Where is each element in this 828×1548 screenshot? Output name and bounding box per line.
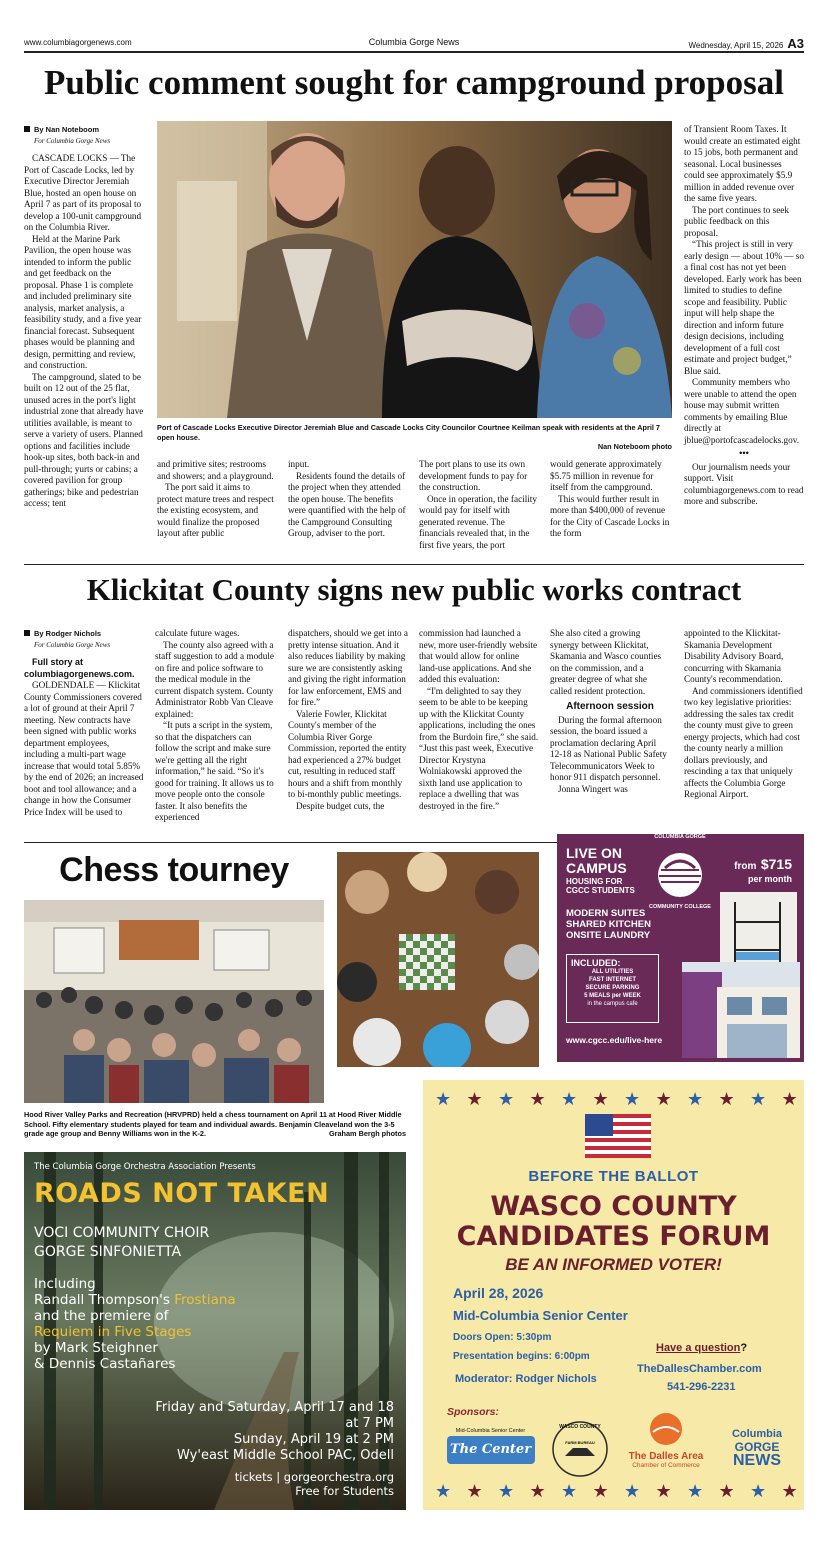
star-icon: ★ bbox=[529, 1481, 546, 1501]
story2-col1 bbox=[24, 628, 144, 818]
cgcc-logo bbox=[645, 834, 715, 910]
paragraph: Residents found the details of the project when they attended the open house. The benefits were quantified with the help of the Campground Consulting Group, adviser to the port. bbox=[288, 470, 406, 538]
stars-bottom-row bbox=[435, 1481, 798, 1502]
story2-col6 bbox=[684, 628, 804, 801]
concert-title: ROADS NOT TAKEN bbox=[34, 1178, 330, 1209]
moderator: Moderator: Rodger Nichols bbox=[455, 1373, 597, 1385]
chess-headline: Chess tourney bbox=[59, 851, 289, 889]
star-icon: ★ bbox=[624, 1481, 641, 1501]
from-label: from bbox=[734, 861, 757, 872]
sponsor-cgn: Columbia GORGE NEWS bbox=[731, 1428, 783, 1469]
paragraph: calculate future wages. bbox=[155, 628, 240, 638]
program: Including Randall Thompson's Frostiana and the premiere of Requiem in Five Stages by Mark Steighner & Dennis Castañares bbox=[34, 1276, 236, 1372]
question-line: Have a question? bbox=[656, 1342, 748, 1354]
paragraph: GOLDENDALE — Klickitat County Commissioners covered a lot of ground at their April 7 meeting. New contracts have been signed with public works department employees, including a multi-part wage increase that would total 5.85% by the end of 2026; an increased boot and tool allowance; and a change in how the Consumer Price Index will be used to bbox=[24, 680, 144, 817]
photo-illustration bbox=[157, 121, 672, 418]
story1-col1 bbox=[24, 124, 144, 510]
paragraph: appointed to the Klickitat-Skamania Development Disability Advisory Board, concurring with Skamania County's recommendation. bbox=[684, 628, 784, 684]
paragraph: The port said it aims to protect mature trees and respect the existing ecosystem, and would finalize the proposed layout after public bbox=[157, 482, 274, 538]
live-on-campus: LIVE ON CAMPUS bbox=[566, 845, 627, 876]
paragraph: This would further result in more than $400,000 of revenue for the City of Cascade Locks in the form bbox=[550, 493, 670, 538]
presentation-time: Presentation begins: 6:00pm bbox=[453, 1351, 590, 1362]
chess-caption bbox=[24, 1110, 406, 1139]
photo-illustration bbox=[337, 852, 539, 1067]
star-icon: ★ bbox=[592, 1089, 609, 1109]
paragraph: The port continues to seek public feedback on this proposal. bbox=[684, 204, 789, 238]
star-icon: ★ bbox=[498, 1089, 515, 1109]
flag-icon bbox=[585, 1114, 651, 1158]
stars-top-row bbox=[435, 1089, 798, 1110]
bunk-bed-image bbox=[720, 892, 797, 972]
included-box: INCLUDED: ALL UTILITIES FAST INTERNET SECURE PARKING 5 MEALS per WEEK in the campus cafe bbox=[566, 954, 659, 1023]
story1-col3 bbox=[288, 459, 408, 540]
performers: VOCI COMMUNITY CHOIR GORGE SINFONIETTA bbox=[34, 1225, 210, 1260]
logo-top-text: COLUMBIA GORGE bbox=[654, 834, 706, 840]
star-icon: ★ bbox=[435, 1089, 452, 1109]
paper-name: Columbia Gorge News bbox=[368, 37, 460, 47]
photo-credit: Graham Bergh photos bbox=[328, 1129, 406, 1138]
paragraph: She also cited a growing synergy between Klickitat, Skamania and Wasco counties on the commission, and a greater degree of what she called resident protection. bbox=[550, 628, 662, 696]
chamber-phone: 541-296-2231 bbox=[667, 1381, 736, 1393]
story1-byline: By Nan Noteboom For Columbia Gorge News bbox=[24, 124, 144, 147]
building-image bbox=[682, 962, 800, 1058]
paragraph: Community members who were unable to attend the open house may submit written comments by emailing Blue directly at jblue@portofcascadelocks.gov. bbox=[684, 377, 800, 445]
housing-label: HOUSING FOR CGCC STUDENTS bbox=[566, 877, 635, 895]
story1-col6 bbox=[684, 124, 804, 508]
paragraph: dispatchers, should we get into a pretty intense situation. And it also reduces liability by making sure we are consistently asking and giving the right information for law enforcement, EMS and for fire.” bbox=[288, 628, 408, 707]
paragraph: Valerie Fowler, Klickitat County's member of the Columbia River Gorge Commission, reported the entity had experienced a 27% budget cut, resulting in reduced staff hours and a shift from monthly to bi-monthly public meetings. bbox=[288, 708, 407, 799]
star-icon: ★ bbox=[624, 1089, 641, 1109]
story2-headline: Klickitat County signs new public works contract bbox=[86, 572, 742, 607]
star-icon: ★ bbox=[592, 1481, 609, 1501]
title-line1: WASCO COUNTY bbox=[490, 1191, 737, 1222]
before-the-ballot: BEFORE THE BALLOT bbox=[528, 1168, 699, 1185]
cgcc-logo-icon bbox=[645, 840, 715, 910]
story1-headline: Public comment sought for campground proposal bbox=[44, 63, 784, 102]
title-line2: CANDIDATES FORUM bbox=[456, 1221, 771, 1252]
paragraph: The county also agreed with a staff suggestion to add a module on fire and police software to the medical module in the current dispatch system. County Administrator Robb Van Cleave explained: bbox=[155, 639, 274, 719]
tickets-link[interactable]: tickets | gorgeorchestra.org bbox=[234, 1470, 394, 1484]
paragraph: would generate approximately $5.75 million in revenue for itself from the campground. bbox=[550, 459, 662, 492]
presenter: The Columbia Gorge Orchestra Association Presents bbox=[34, 1162, 256, 1172]
paragraph: Jonna Wingert was bbox=[558, 783, 628, 794]
paragraph: “It puts a script in the system, so that the dispatchers can follow the script and make sure we're getting all the right information,” he said. “So it's good for training. It allows us to move people onto the console faster. It also benefits the experienced bbox=[155, 720, 274, 822]
forum-date: April 28, 2026 bbox=[453, 1285, 544, 1301]
forum-title bbox=[423, 1192, 804, 1252]
story1-col4 bbox=[419, 459, 539, 551]
building-icon bbox=[682, 962, 800, 1058]
story2-col2 bbox=[155, 628, 275, 824]
price-value: $715 bbox=[760, 856, 792, 872]
features-list: MODERN SUITES SHARED KITCHEN ONSITE LAUNDRY bbox=[566, 908, 651, 941]
sponsors-label: Sponsors: bbox=[447, 1406, 499, 1418]
sponsor-chamber: The Dalles Area Chamber of Commerce bbox=[621, 1412, 711, 1482]
caption-text: Port of Cascade Locks Executive Director Jeremiah Blue and Cascade Locks City Councilor Courtnee Keilman speak with residents at the April 7 open house. bbox=[157, 423, 660, 442]
star-icon: ★ bbox=[466, 1481, 483, 1501]
tagline: BE AN INFORMED VOTER! bbox=[505, 1255, 722, 1274]
star-icon: ★ bbox=[718, 1089, 735, 1109]
question-link[interactable]: Have a question bbox=[656, 1342, 741, 1354]
logo-bottom-text: COMMUNITY COLLEGE bbox=[649, 904, 711, 910]
tickets: tickets | gorgeorchestra.org Free for Students bbox=[234, 1470, 394, 1498]
chess-gym-photo bbox=[24, 900, 324, 1103]
caption-text: Hood River Valley Parks and Recreation (HRVPRD) held a chess tournament on April 11 at Hood River Middle School. Fifty elementary students played for team and individual awards. Benjamin Cleaveland won the 3-5 grade age group and Benny Williams won in the K-2. bbox=[24, 1110, 402, 1138]
star-icon: ★ bbox=[655, 1481, 672, 1501]
paragraph: Once in operation, the facility would pay for itself with generated revenue. The financials revealed that, in the first five years, the port bbox=[419, 493, 537, 550]
paragraph: input. bbox=[288, 459, 310, 469]
story-divider bbox=[24, 564, 804, 565]
story1-caption bbox=[157, 423, 672, 452]
per-month: per month bbox=[748, 874, 792, 884]
campground-open-house-photo bbox=[157, 121, 672, 418]
star-icon: ★ bbox=[750, 1481, 767, 1501]
story1-col2 bbox=[157, 459, 277, 540]
paragraph: CASCADE LOCKS — The Port of Cascade Locks, led by Executive Director Jeremiah Blue, hosted an open house on April 7 as part of its proposal to develop a 100-unit campground on the Columbia River. bbox=[24, 153, 142, 232]
paragraph: and primitive sites; restrooms and showers; and a playground. bbox=[157, 459, 274, 481]
star-icon: ★ bbox=[750, 1089, 767, 1109]
star-icon: ★ bbox=[498, 1481, 515, 1501]
star-icon: ★ bbox=[718, 1481, 735, 1501]
story-link[interactable]: Full story at columbiagorgenews.com. bbox=[24, 657, 135, 679]
photo-credit: Nan Noteboom photo bbox=[597, 442, 672, 451]
star-icon: ★ bbox=[687, 1481, 704, 1501]
price-block bbox=[734, 856, 792, 884]
story2-col5 bbox=[550, 628, 670, 795]
paragraph: The campground, slated to be built on 12 out of the 25 flat, unused acres in the port's light industrial zone that already have utilities available, is meant to serve a variety of users. Planned options and facilities include hook-up sites, both back-in and pull-through; yurts or cabins; a covered pavilion for group gatherings; bike and pedestrian access; tent bbox=[24, 371, 144, 508]
chamber-site[interactable]: TheDallesChamber.com bbox=[637, 1363, 762, 1375]
us-flag-icon bbox=[585, 1114, 651, 1158]
paragraph: Held at the Marine Park Pavilion, the open house was intended to inform the public and get feedback on the proposal. Phase 1 is complete and included preliminary site analysis, market analysis, a feasibility study, and a five year financial forecast. Subsequent phases would be planning and design, permitting and review, and construction. bbox=[24, 233, 142, 370]
section-dots: ••• bbox=[739, 448, 749, 458]
chess-game-photo bbox=[337, 852, 539, 1067]
forum-venue: Mid-Columbia Senior Center bbox=[453, 1308, 628, 1323]
story2-byline: By Rodger Nichols For Columbia Gorge News bbox=[24, 628, 144, 651]
page-number: A3 bbox=[787, 36, 804, 51]
sponsor-senior-center: Mid-Columbia Senior Center The Center bbox=[443, 1428, 538, 1474]
cgcc-url[interactable]: www.cgcc.edu/live-here bbox=[566, 1035, 663, 1045]
paragraph: “This project is still in very early design — about 10% — so a final cost has not yet been developed. Early work has been limited to studies to define scope and feasibility. Public input will help shape the direction and inform future design decisions, including development of a full cost estimate and project budget,” Blue said. bbox=[684, 239, 804, 376]
subhead: Afternoon session bbox=[566, 701, 654, 712]
paragraph: Despite budget cuts, the bbox=[296, 800, 385, 811]
star-icon: ★ bbox=[561, 1481, 578, 1501]
story2-col4 bbox=[419, 628, 539, 812]
star-icon: ★ bbox=[529, 1089, 546, 1109]
page-date bbox=[688, 36, 804, 51]
support-note: Our journalism needs your support. Visit columbiagorgenews.com to read more and subscribe. bbox=[684, 461, 804, 506]
site-url[interactable]: www.columbiagorgenews.com bbox=[24, 38, 132, 47]
schedule: Friday and Saturday, April 17 and 18 at 7 PM Sunday, April 19 at 2 PM Wy'east Middle School PAC, Odell bbox=[155, 1400, 394, 1463]
paragraph: The port plans to use its own development funds to pay for the construction. bbox=[419, 459, 528, 492]
sponsor-farm-bureau: WASCO COUNTY FARM BUREAU bbox=[551, 1420, 609, 1478]
candidates-forum-ad[interactable] bbox=[423, 1080, 804, 1510]
star-icon: ★ bbox=[687, 1089, 704, 1109]
paragraph: During the formal afternoon session, the board issued a proclamation declaring April 12-18 as National Public Safety Telecommunicators Week to honor 911 dispatch personnel. bbox=[550, 714, 667, 782]
date-text: Wednesday, April 15, 2026 bbox=[688, 41, 784, 50]
cgcc-housing-ad[interactable] bbox=[557, 834, 804, 1062]
paragraph: And commissioners identified two key legislative priorities: addressing the sales tax credit the county must give to green energy projects, which had cost the county nearly a million dollars previously, and rescinding a tax that uniquely affects the Columbia Gorge Regional Airport. bbox=[684, 685, 803, 799]
story2-col3 bbox=[288, 628, 408, 812]
photo-illustration bbox=[24, 900, 324, 1103]
orchestra-concert-ad[interactable] bbox=[24, 1152, 406, 1510]
star-icon: ★ bbox=[435, 1481, 452, 1501]
paragraph: of Transient Room Taxes. It would create an estimated eight to 15 jobs, both permanent and seasonal. Local businesses could see approximately $5.9 million in added revenue over the same five years. bbox=[684, 124, 801, 203]
star-icon: ★ bbox=[781, 1481, 798, 1501]
doors-open: Doors Open: 5:30pm bbox=[453, 1332, 552, 1343]
star-icon: ★ bbox=[466, 1089, 483, 1109]
story1-col5 bbox=[550, 459, 670, 540]
page-header bbox=[24, 36, 804, 52]
paragraph: “I'm delighted to say they seem to be able to be keeping up with the Klickitat County applications, including the ones from the Burdoin fire,” she said. “Just this past week, Executive Director Krystyna Wolniakowski approved the sixth land use application to replace a dwelling that was destroyed in the fire.” bbox=[419, 685, 539, 811]
star-icon: ★ bbox=[561, 1089, 578, 1109]
bed-icon bbox=[720, 892, 797, 972]
header-rule bbox=[24, 51, 804, 53]
chamber-sun-icon bbox=[649, 1412, 683, 1446]
paragraph: commission had launched a new, more user-friendly website that would allow for online land-use applications. And she added this evaluation: bbox=[419, 628, 538, 684]
star-icon: ★ bbox=[655, 1089, 672, 1109]
star-icon: ★ bbox=[781, 1089, 798, 1109]
